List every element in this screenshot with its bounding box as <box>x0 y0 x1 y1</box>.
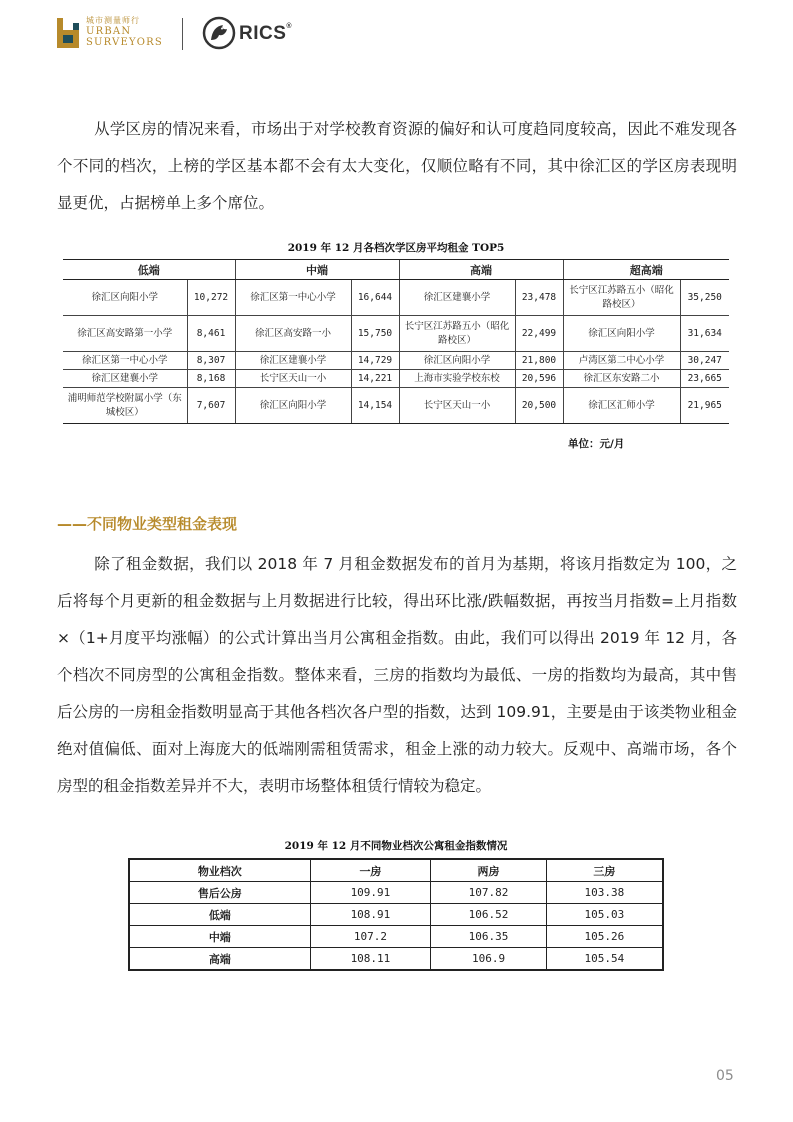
rics-name: RICS <box>239 23 287 44</box>
table1-header-luxury: 超高端 <box>563 260 729 280</box>
rent-value: 15,750 <box>351 316 399 352</box>
index-value: 106.52 <box>431 904 547 926</box>
table-row <box>129 904 663 926</box>
index-value: 105.03 <box>546 904 663 926</box>
table-row <box>63 370 729 388</box>
school-name: 长宁区江苏路五小（昭化路校区） <box>563 280 680 316</box>
table-row <box>63 352 729 370</box>
school-name: 浦明师范学校附属小学（东城校区） <box>63 388 187 424</box>
table2-header-2br: 两房 <box>431 859 547 882</box>
school-name: 徐汇区高安路一小 <box>235 316 351 352</box>
rent-value: 14,729 <box>351 352 399 370</box>
table2-header-3br: 三房 <box>546 859 663 882</box>
index-value: 105.54 <box>546 948 663 971</box>
index-value: 107.82 <box>431 882 547 904</box>
school-name: 徐汇区向阳小学 <box>563 316 680 352</box>
table1-header-low: 低端 <box>63 260 235 280</box>
rent-value: 14,221 <box>351 370 399 388</box>
property-tier: 高端 <box>129 948 310 971</box>
rent-value: 8,461 <box>187 316 235 352</box>
rics-wordmark <box>239 23 292 45</box>
index-value: 108.11 <box>310 948 431 971</box>
rent-value: 7,607 <box>187 388 235 424</box>
table1-unit-note: 单位：元/月 <box>568 438 625 450</box>
table-row <box>63 388 729 424</box>
page-number: 05 <box>716 1068 734 1084</box>
table1-caption: 2019 年 12 月各档次学区房平均租金 TOP5 <box>287 242 505 254</box>
rent-value: 20,596 <box>515 370 563 388</box>
paragraph-school-district <box>57 111 737 222</box>
rent-value: 16,644 <box>351 280 399 316</box>
property-tier: 中端 <box>129 926 310 948</box>
rent-value: 35,250 <box>680 280 729 316</box>
table-row <box>63 280 729 316</box>
index-value: 106.35 <box>431 926 547 948</box>
urban-cn-name: 城市测量师行 <box>86 16 140 25</box>
school-name: 上海市实验学校东校 <box>399 370 515 388</box>
header-divider <box>182 18 183 50</box>
school-name: 徐汇区第一中心小学 <box>63 352 187 370</box>
school-name: 长宁区江苏路五小（昭化路校区） <box>399 316 515 352</box>
rent-value: 22,499 <box>515 316 563 352</box>
table-row <box>129 882 663 904</box>
school-name: 长宁区天山一小 <box>235 370 351 388</box>
property-tier: 低端 <box>129 904 310 926</box>
rent-value: 8,307 <box>187 352 235 370</box>
school-name: 徐汇区建襄小学 <box>399 280 515 316</box>
urban-surveyors-logo-icon <box>57 18 79 48</box>
school-name: 徐汇区东安路二小 <box>563 370 680 388</box>
school-name: 长宁区天山一小 <box>399 388 515 424</box>
school-name: 徐汇区建襄小学 <box>63 370 187 388</box>
table2-caption: 2019 年 12 月不同物业档次公寓租金指数情况 <box>284 840 508 852</box>
index-value: 106.9 <box>431 948 547 971</box>
rics-lion-icon <box>202 16 236 50</box>
rent-index-table <box>128 858 664 971</box>
urban-en-line2: SURVEYORS <box>86 37 163 48</box>
table2-header-1br: 一房 <box>310 859 431 882</box>
table2-header-type: 物业档次 <box>129 859 310 882</box>
rent-value: 23,478 <box>515 280 563 316</box>
rent-value: 21,800 <box>515 352 563 370</box>
index-value: 103.38 <box>546 882 663 904</box>
paragraph-school-district-text: 从学区房的情况来看，市场出于对学校教育资源的偏好和认可度趋同度较高，因此不难发现各个不同的档次，上榜的学区基本都不会有太大变化，仅顺位略有不同，其中徐汇区的学区房表现明显更优，占据榜单上多个席位。 <box>57 120 737 212</box>
property-tier: 售后公房 <box>129 882 310 904</box>
table2-header-row <box>129 859 663 882</box>
paragraph-rent-index-text: 除了租金数据，我们以 2018 年 7 月租金数据发布的首月为基期，将该月指数定为 100，之后将每个月更新的租金数据与上月数据进行比较，得出环比涨/跌幅数据，再按当月指数=上月指数×（1+月度平均涨幅）的公式计算出当月公寓租金指数。由此，我们可以得出 2019 年 12 月，各个档次不同房型的公寓租金指数。整体来看，三房的指数均为最低、一房的指数均为最高，其中售后公房的一房租金指数明显高于其他各档次各户型的指数，达到 109.91，主要是由于该类物业租金绝对值偏低、面对上海庞大的低端刚需租赁需求，租金上涨的动力较大。反观中、高端市场，各个房型的租金指数差异并不大，表明市场整体租赁行情较为稳定。 <box>57 555 737 795</box>
school-name: 徐汇区汇师小学 <box>563 388 680 424</box>
table-row <box>129 926 663 948</box>
rent-value: 14,154 <box>351 388 399 424</box>
school-name: 徐汇区第一中心小学 <box>235 280 351 316</box>
table1-header-row <box>63 260 729 280</box>
paragraph-rent-index <box>57 546 737 805</box>
index-value: 107.2 <box>310 926 431 948</box>
rent-value: 23,665 <box>680 370 729 388</box>
rent-value: 31,634 <box>680 316 729 352</box>
rent-value: 8,168 <box>187 370 235 388</box>
table1-header-mid: 中端 <box>235 260 399 280</box>
table-row <box>129 948 663 971</box>
school-name: 徐汇区向阳小学 <box>399 352 515 370</box>
rent-value: 10,272 <box>187 280 235 316</box>
urban-surveyors-wordmark <box>86 16 216 48</box>
index-value: 105.26 <box>546 926 663 948</box>
page-header <box>57 14 357 54</box>
table1-header-high: 高端 <box>399 260 563 280</box>
school-name: 徐汇区高安路第一小学 <box>63 316 187 352</box>
table-row <box>63 316 729 352</box>
rent-value: 21,965 <box>680 388 729 424</box>
school-name: 徐汇区建襄小学 <box>235 352 351 370</box>
index-value: 109.91 <box>310 882 431 904</box>
school-name: 卢湾区第二中心小学 <box>563 352 680 370</box>
school-district-rent-table <box>63 259 729 424</box>
urban-en-line1: URBAN <box>86 26 132 37</box>
rent-value: 20,500 <box>515 388 563 424</box>
index-value: 108.91 <box>310 904 431 926</box>
school-name: 徐汇区向阳小学 <box>63 280 187 316</box>
school-name: 徐汇区向阳小学 <box>235 388 351 424</box>
rent-value: 30,247 <box>680 352 729 370</box>
section-heading: ——不同物业类型租金表现 <box>57 515 238 533</box>
rics-registered-mark: ® <box>286 23 293 30</box>
